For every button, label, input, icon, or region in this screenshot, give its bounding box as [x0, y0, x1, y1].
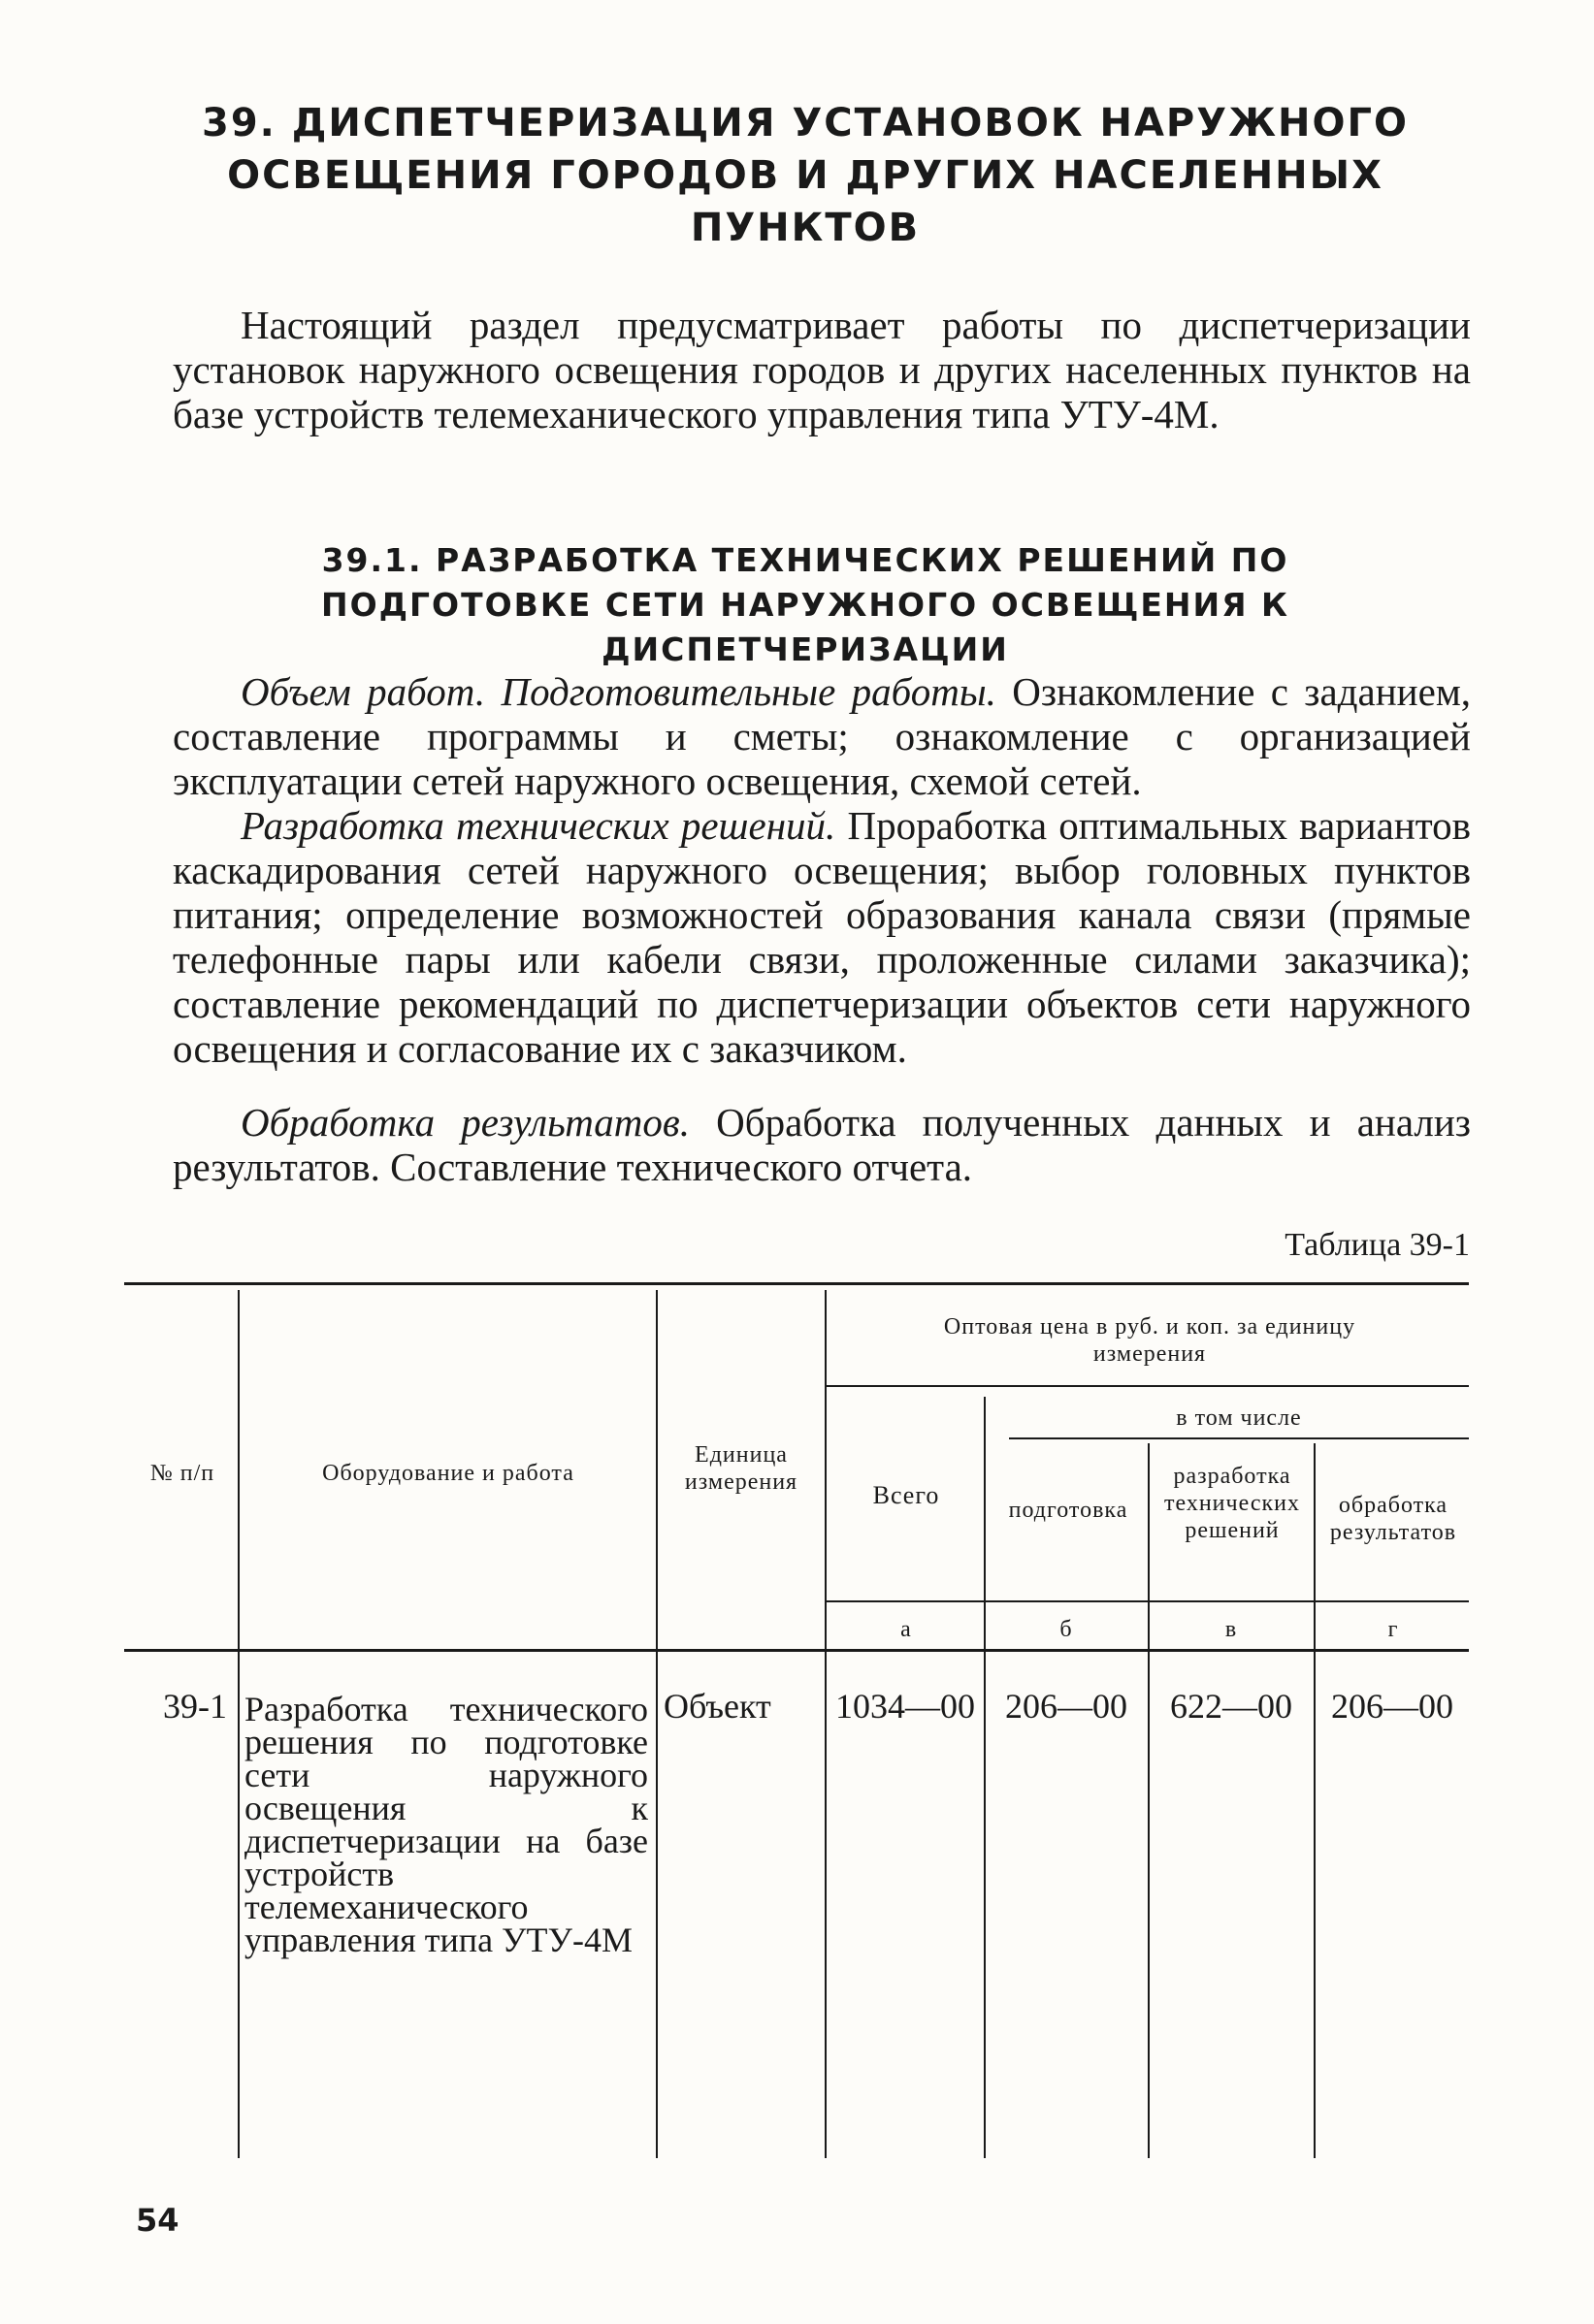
header-price-group: Оптовая цена в руб. и коп. за единицу измерения [943, 1314, 1356, 1367]
row-item: Разработка технического решения по подготовке сети наружного освещения к диспетчеризации на базе устройств телемеханического управления типа УТУ-4М [244, 1690, 648, 1959]
table-caption: Таблица 39-1 [1285, 1227, 1470, 1263]
intro-paragraph: Настоящий раздел предусматривает работы по диспетчеризации установок наружного освещения городов и других населенных пунктов на базе устройств телемеханического управления типа УТУ-4М. [173, 303, 1471, 436]
row-proc: 206—00 [1331, 1687, 1453, 1726]
paragraph-processing [173, 1100, 1471, 1189]
including-rule [1009, 1437, 1469, 1439]
col-divider [1148, 1443, 1150, 2158]
row-total: 1034—00 [835, 1687, 975, 1726]
col-divider [238, 1290, 240, 2158]
paragraph-development [173, 803, 1471, 1071]
header-prep: подготовка [1008, 1498, 1128, 1523]
header-proc: обработка результатов [1329, 1493, 1457, 1545]
header-num: № п/п [149, 1461, 215, 1486]
header-including: в том числе [1176, 1405, 1302, 1431]
col-divider [656, 1290, 658, 2158]
col-divider [825, 1290, 827, 2158]
page-number: 54 [136, 2202, 179, 2239]
paragraph-lead: Обработка результатов. [241, 1100, 690, 1145]
row-dev: 622—00 [1170, 1687, 1292, 1726]
paragraph-lead: Объем работ. Подготовительные работы. [241, 669, 996, 714]
col-letter: г [1387, 1617, 1399, 1642]
paragraph-lead: Разработка технических решений. [241, 803, 836, 848]
col-letter: б [1059, 1617, 1073, 1642]
table-top-rule [124, 1282, 1469, 1285]
paragraph-preparatory [173, 669, 1471, 803]
header-dev: разработка технических решений [1164, 1464, 1300, 1543]
header-item: Оборудование и работа [322, 1461, 574, 1486]
price-group-rule [827, 1385, 1469, 1387]
paragraph-text: Обработка полученных данных и анализ результатов. Составление технического отчета. [173, 1100, 1471, 1189]
row-unit: Объект [664, 1687, 771, 1726]
paragraph-text: Проработка оптимальных вариантов каскадирования сетей наружного освещения; выбор головных пунктов питания; определение возможностей образования канала связи (прямые телефонные пары или кабели связи, проложенные силами заказчика); составление рекомендаций по диспетчеризации объектов сети наружного освещения и согласование их с заказчиком. [173, 803, 1471, 1071]
row-prep: 206—00 [1005, 1687, 1127, 1726]
header-bottom-rule [124, 1649, 1469, 1652]
section-title: 39. ДИСПЕТЧЕРИЗАЦИЯ УСТАНОВОК НАРУЖНОГО ОСВЕЩЕНИЯ ГОРОДОВ И ДРУГИХ НАСЕЛЕННЫХ ПУНКТОВ [201, 101, 1409, 250]
col-divider [984, 1397, 986, 2158]
paragraph-text: Ознакомление с заданием, составление программы и сметы; ознакомление с организацией эксплуатации сетей наружного освещения, схемой сетей. [173, 669, 1472, 803]
row-num: 39-1 [163, 1687, 227, 1726]
subsection-title: 39.1. РАЗРАБОТКА ТЕХНИЧЕСКИХ РЕШЕНИЙ ПО ПОДГОТОВКЕ СЕТИ НАРУЖНОГО ОСВЕЩЕНИЯ К ДИСПЕТЧЕРИЗАЦИИ [320, 541, 1290, 668]
col-letter: в [1224, 1617, 1238, 1642]
col-divider [1314, 1443, 1316, 2158]
header-unit: Единица измерения [684, 1442, 798, 1495]
header-total: Всего [872, 1481, 940, 1509]
col-letter: а [900, 1617, 912, 1642]
